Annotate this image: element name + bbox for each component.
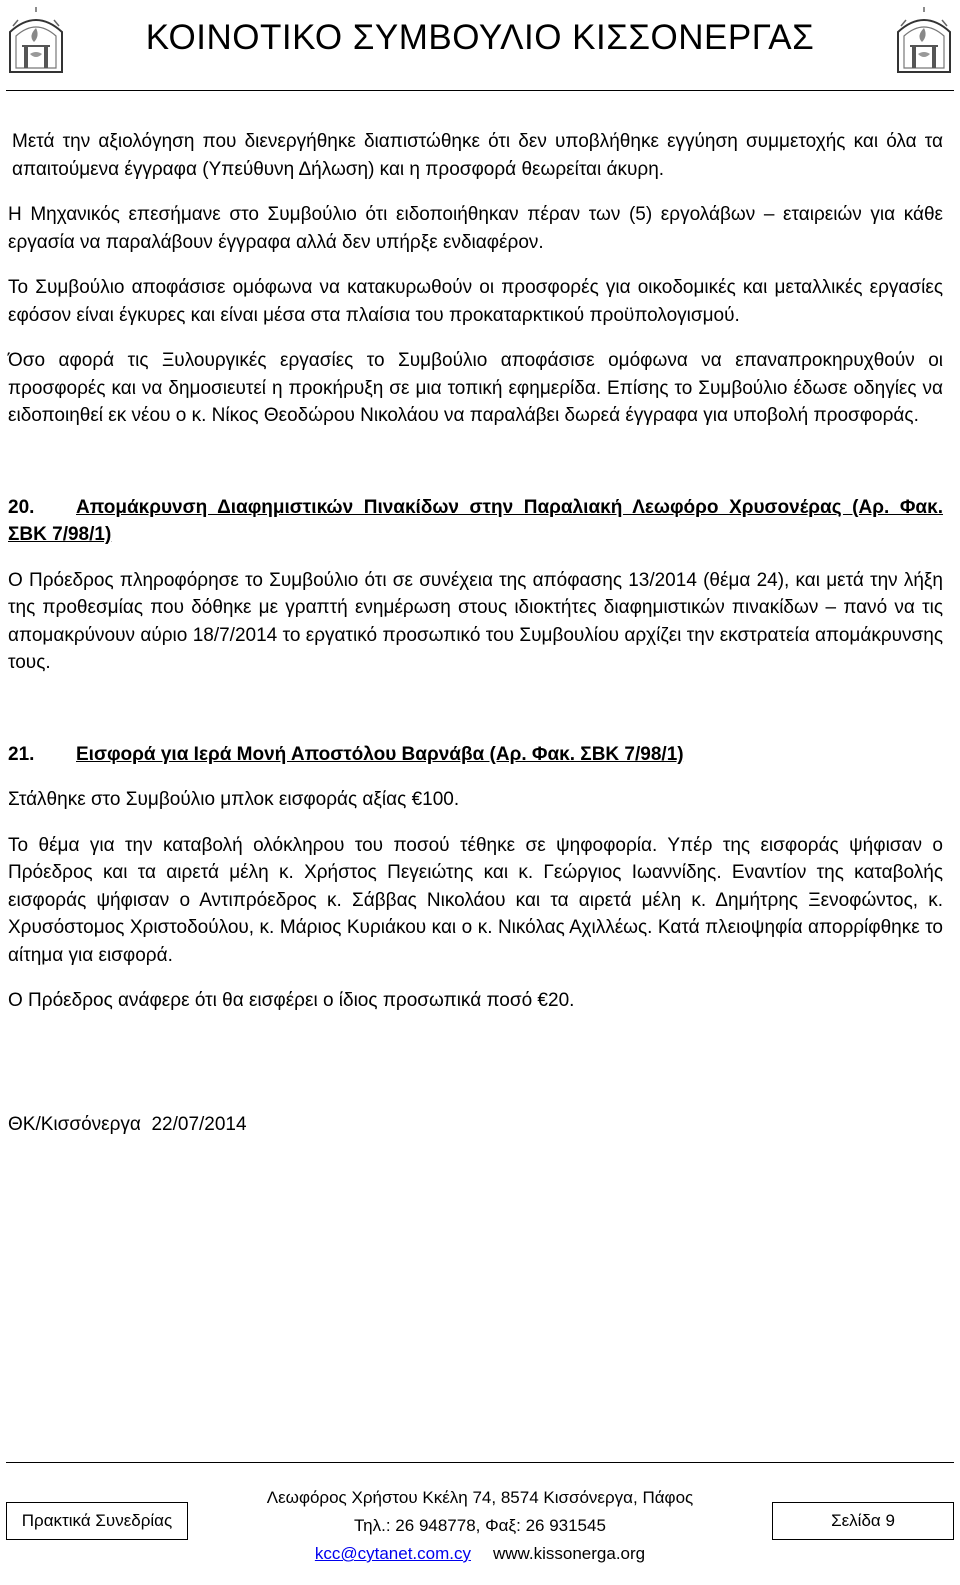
paragraph: Ο Πρόεδρος πληροφόρησε το Συμβούλιο ότι σε συνέχεια της απόφασης 13/2014 (θέμα 24), και μετά την λήξη της προθεσμίας που δόθηκε με γραπτή ενημέρωση στους ιδιοκτήτες διαφημιστικών πινακίδων – πανό να τις απομακρύνουν αύριο 18/7/2014 το εργατικό προσωπικό του Συμβουλίου αρχίζει την εκστρατεία απομάκρυνσης τους.: [8, 569, 943, 673]
council-emblem-icon: [4, 6, 68, 76]
paragraph: Ο Πρόεδρος ανάφερε ότι θα εισφέρει ο ίδιος προσωπικά ποσό €20.: [8, 990, 575, 1011]
council-phones: Τηλ.: 26 948778, Φαξ: 26 931545: [354, 1516, 606, 1535]
section-21-heading: [8, 741, 943, 769]
council-title: ΚΟΙΝΟΤΙΚΟ ΣΥΜΒΟΥΛΙΟ ΚΙΣΣΟΝΕΡΓΑΣ: [145, 18, 815, 57]
council-address: Λεωφόρος Χρήστου Κκέλη 74, 8574 Κισσόνεργα, Πάφος: [266, 1488, 694, 1507]
paragraph: Η Μηχανικός επεσήμανε στο Συμβούλιο ότι ειδοποιήθηκαν πέραν των (5) εργολάβων – εταιρειών για κάθε εργασία να παραλάβουν έγγραφα αλλά δεν υπήρξε ενδιαφέρον.: [8, 204, 943, 253]
page-number: Σελίδα 9: [772, 1502, 954, 1540]
section-20-heading: [8, 494, 943, 549]
paragraph: Το Συμβούλιο αποφάσισε ομόφωνα να κατακυρωθούν οι προσφορές για οικοδομικές και μεταλλικές εργασίες εφόσον είναι έγκυρες και είναι μέσα στα πλαίσια του προκαταρκτικού προϋπολογισμού.: [8, 277, 943, 326]
section-number: 21.: [8, 743, 35, 765]
minutes-label: Πρακτικά Συνεδρίας: [6, 1502, 188, 1540]
paragraph: Το θέμα για την καταβολή ολόκληρου του ποσού τέθηκε σε ψηφοφορία. Υπέρ της εισφοράς ψήφισαν ο Πρόεδρος και τα αιρετά μέλη κ. Χρήστος Πεγειώτης και κ. Γεώργιος Ιωαννίδης. Εναντίον της καταβολής εισφοράς ψήφισαν ο Αντιπρόεδρος κ. Σάββας Νικολάου και τα αιρετά μέλη κ. Δημήτρης Ξενοφώντος, κ. Χρυσόστομος Χριστοδούλου, κ. Μάριος Κυριάκου και ο κ. Νικόλας Αχιλλέως. Κατά πλειοψηφία απορρίφθηκε το αίτημα για εισφορά.: [8, 834, 943, 966]
section-number: 20.: [8, 496, 35, 518]
section-title: Απομάκρυνση Διαφημιστικών Πινακίδων στην Παραλιακή Λεωφόρο Χρυσονέρας (Αρ. Φακ. ΣΒΚ 7/98/1): [8, 496, 943, 545]
document-body: [8, 128, 943, 1138]
section-title: Εισφορά για Ιερά Μονή Αποστόλου Βαρνάβα (Αρ. Φακ. ΣΒΚ 7/98/1): [76, 743, 684, 765]
paragraph: Μετά την αξιολόγηση που διενεργήθηκε διαπιστώθηκε ότι δεν υποβλήθηκε εγγύηση συμμετοχής και όλα τα απαιτούμενα έγγραφα (Υπεύθυνη Δήλωση) και η προσφορά θεωρείται άκυρη.: [12, 131, 943, 180]
page-footer: [0, 1462, 960, 1585]
page-header: [0, 0, 960, 100]
paragraph: Στάλθηκε στο Συμβούλιο μπλοκ εισφοράς αξίας €100.: [8, 789, 460, 810]
footer-divider: [6, 1462, 954, 1463]
council-emblem-icon: [892, 6, 956, 76]
paragraph: Όσο αφορά τις Ξυλουργικές εργασίες το Συμβούλιο αποφάσισε ομόφωνα να επαναπροκηρυχθούν οι προσφορές και να δημοσιευτεί η προκήρυξη σε μια τοπική εφημερίδα. Επίσης το Συμβούλιο έδωσε οδηγίες να ειδοποιηθεί εκ νέου ο κ. Νίκος Θεοδώρου Νικολάου να παραλάβει δωρεά έγγραφα για υποβολή προσφοράς.: [8, 350, 943, 426]
email-link[interactable]: kcc@cytanet.com.cy: [314, 1544, 471, 1563]
website-link[interactable]: www.kissonerga.org: [493, 1544, 646, 1563]
header-divider: [6, 90, 954, 91]
signoff-reference: ΘΚ/Κισσόνεργα 22/07/2014: [8, 1113, 247, 1135]
council-contact: [200, 1484, 760, 1568]
